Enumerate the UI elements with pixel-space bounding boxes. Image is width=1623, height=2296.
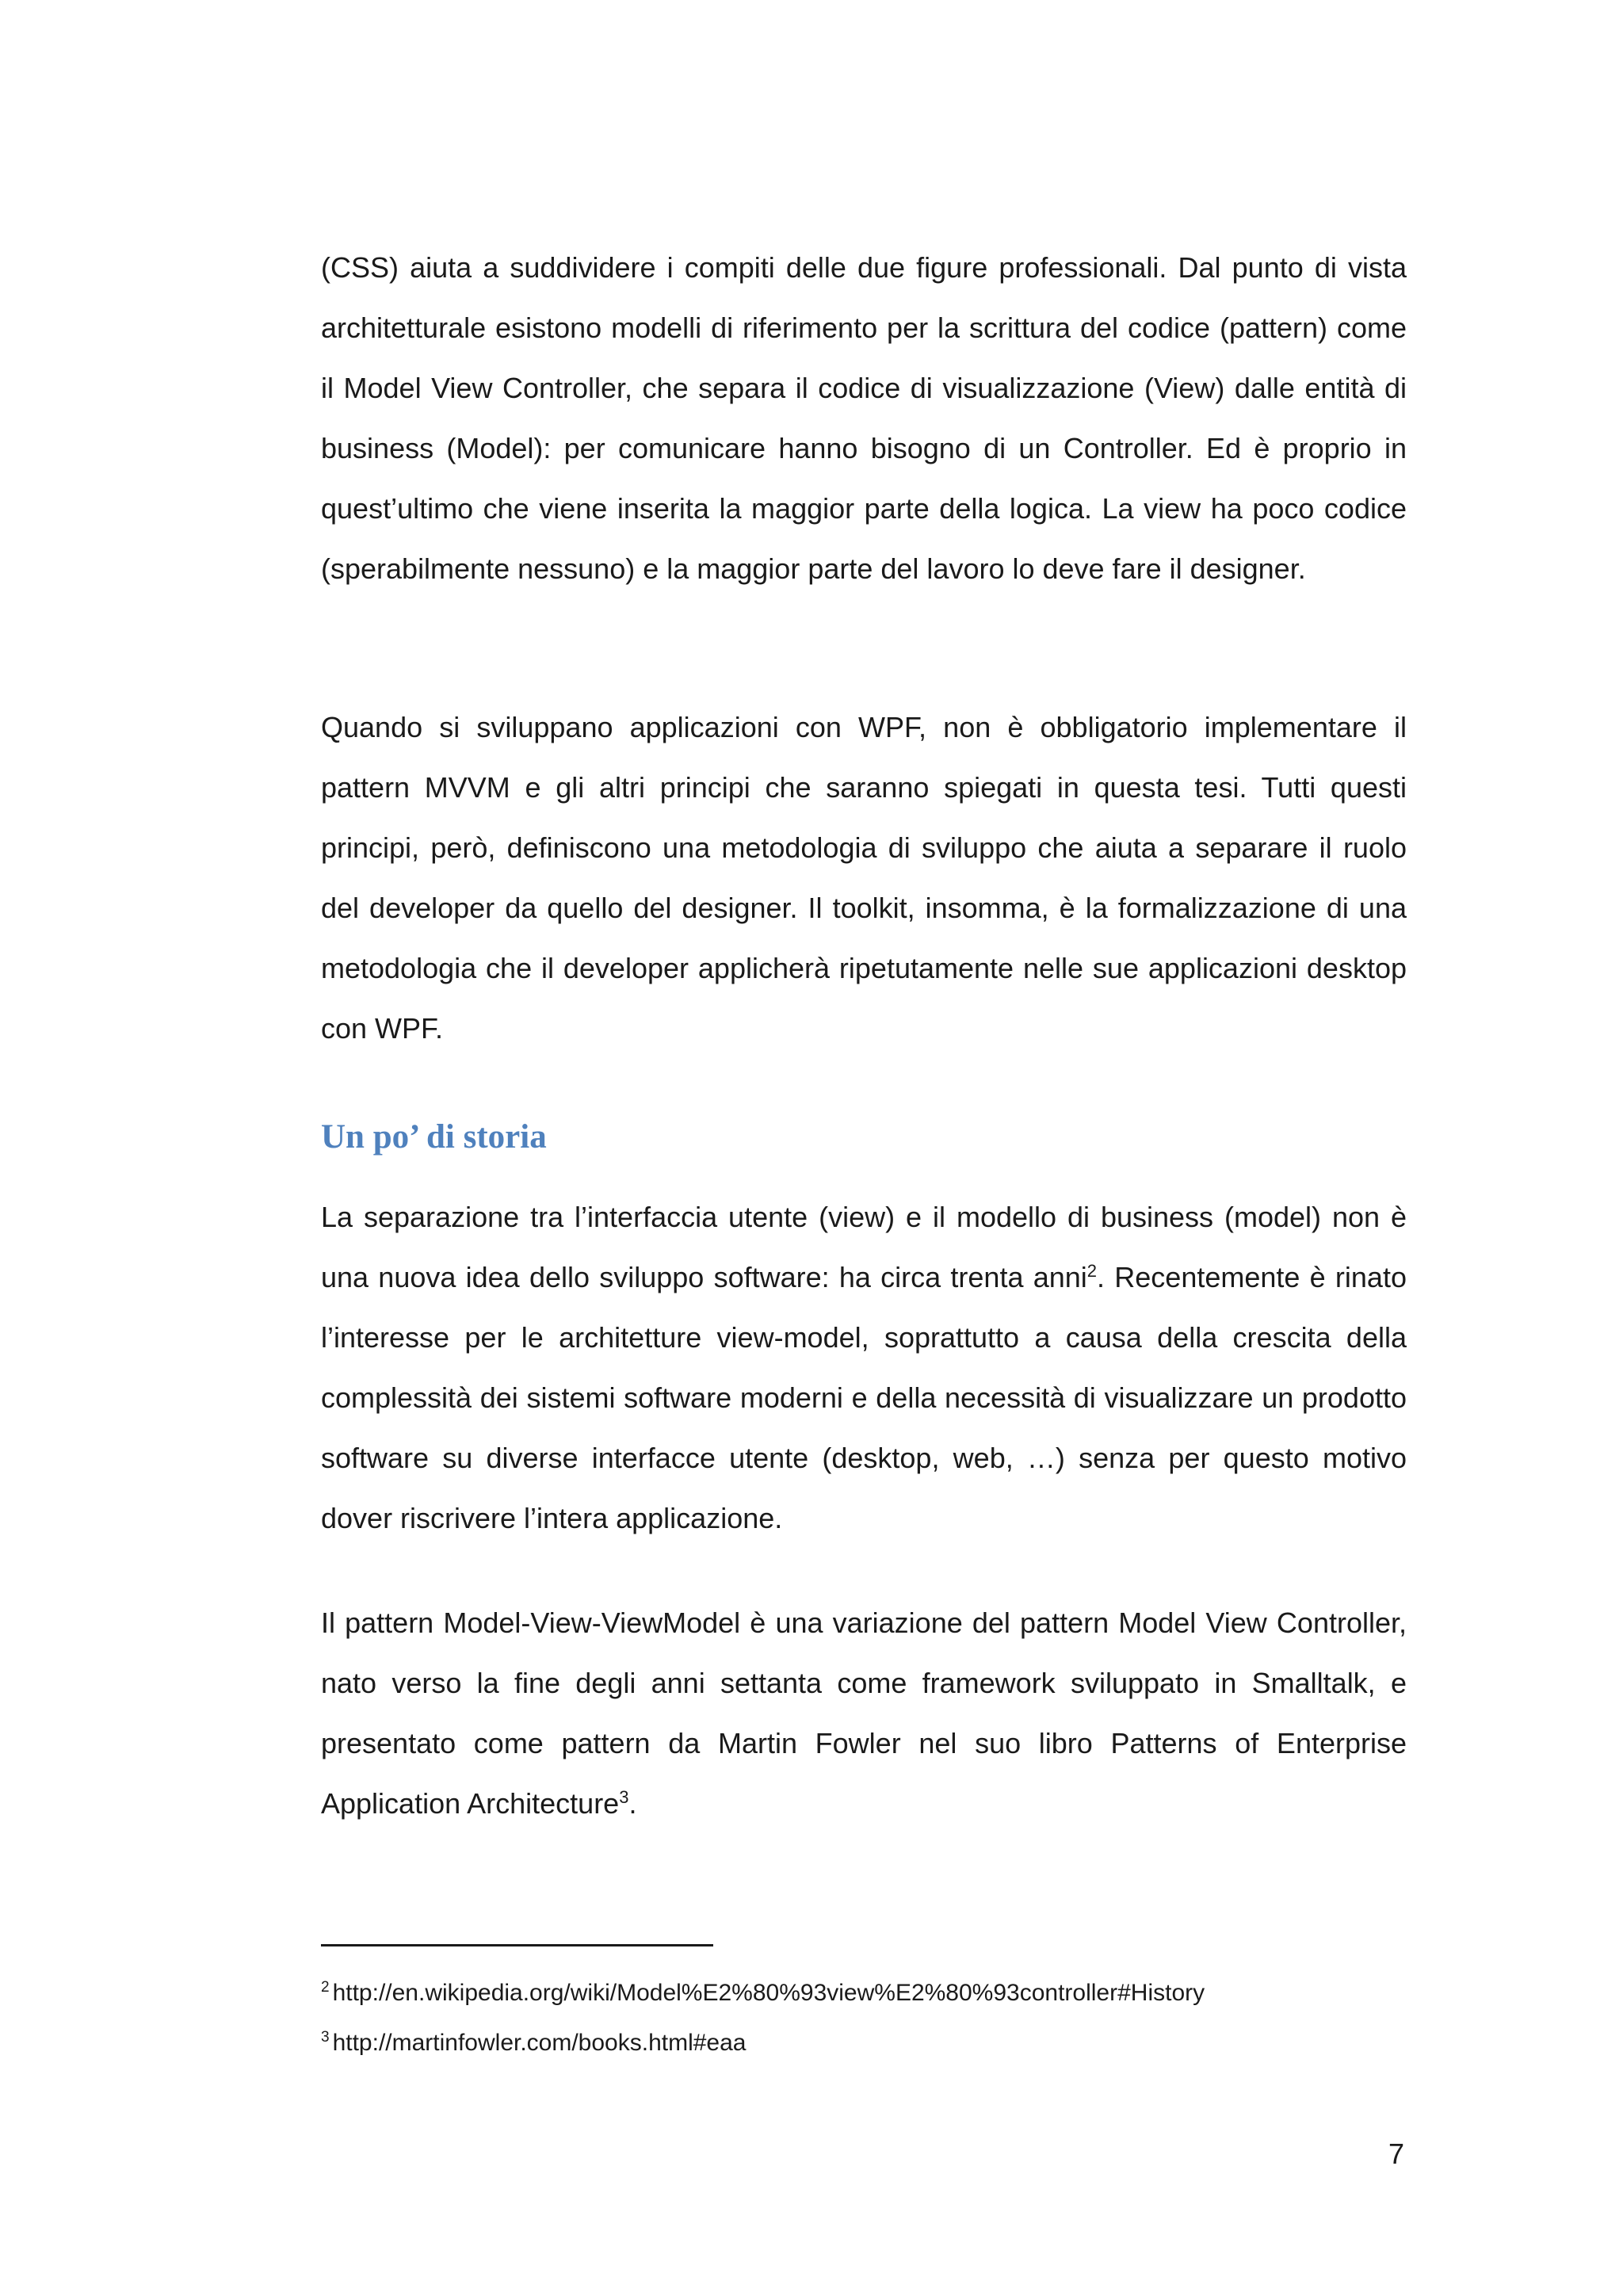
paragraph-wpf-mvvm: Quando si sviluppano applicazioni con WPF, non è obbligatorio implementare il pattern MVVM e gli altri principi che saranno spiegati in questa tesi. Tutti questi principi, però, definiscono una metodologia di sviluppo che aiuta a separare il ruolo del developer da quello del designer. Il toolkit, insomma, è la formalizzazione di una metodologia che il developer applicherà ripetutamente nelle sue applicazioni desktop con WPF. — [321, 711, 1407, 1045]
footnote-number: 2 — [321, 1979, 330, 1996]
footnote-3 — [321, 2027, 747, 2059]
paragraph-text: La separazione tra l’interfaccia utente (view) e il modello di business (model) non è una nuova idea dello sviluppo software: ha circa trenta anni — [321, 1201, 1407, 1293]
paragraph-view-model-history — [321, 1187, 1407, 1549]
footnote-link[interactable]: http://martinfowler.com/books.html#eaa — [332, 2030, 747, 2056]
footnote-reference-2[interactable]: 2 — [1086, 1261, 1098, 1281]
paragraph-text: . Recentemente è rinato l’interesse per le architetture view-model, soprattutto a causa della crescita della complessità dei sistemi software moderni e della necessità di visualizzare un prodotto software su diverse interfacce utente (desktop, web, …) senza per questo motivo dover riscrivere l’intera applicazione. — [321, 1261, 1407, 1534]
footnote-separator — [321, 1944, 713, 1946]
paragraph-css-mvc: (CSS) aiuta a suddividere i compiti delle due figure professionali. Dal punto di vista architetturale esistono modelli di riferimento per la scrittura del codice (pattern) come il Model View Controller, che separa il codice di visualizzazione (View) dalle entità di business (Model): per comunicare hanno bisogno di un Controller. Ed è proprio in quest’ultimo che viene inserita la maggior parte della logica. La view ha poco codice (sperabilmente nessuno) e la maggior parte del lavoro lo deve fare il designer. — [321, 251, 1407, 585]
paragraph-text: Il pattern Model-View-ViewModel è una variazione del pattern Model View Controller, nato verso la fine degli anni settanta come framework sviluppato in Smalltalk, e presentato come pattern da Martin Fowler nel suo libro Patterns of Enterprise Application Architecture — [321, 1606, 1407, 1820]
footnote-number: 3 — [321, 2029, 330, 2046]
paragraph-text: . — [628, 1787, 637, 1820]
footnote-link[interactable]: http://en.wikipedia.org/wiki/Model%E2%80%93view%E2%80%93controller#History — [332, 1980, 1205, 2006]
paragraph-mvvm-origin — [321, 1593, 1407, 1834]
footnote-reference-3[interactable]: 3 — [619, 1787, 629, 1807]
section-heading-storia: Un po’ di storia — [321, 1118, 547, 1156]
page-number: 7 — [1388, 2137, 1404, 2170]
footnote-2 — [321, 1977, 1205, 2009]
